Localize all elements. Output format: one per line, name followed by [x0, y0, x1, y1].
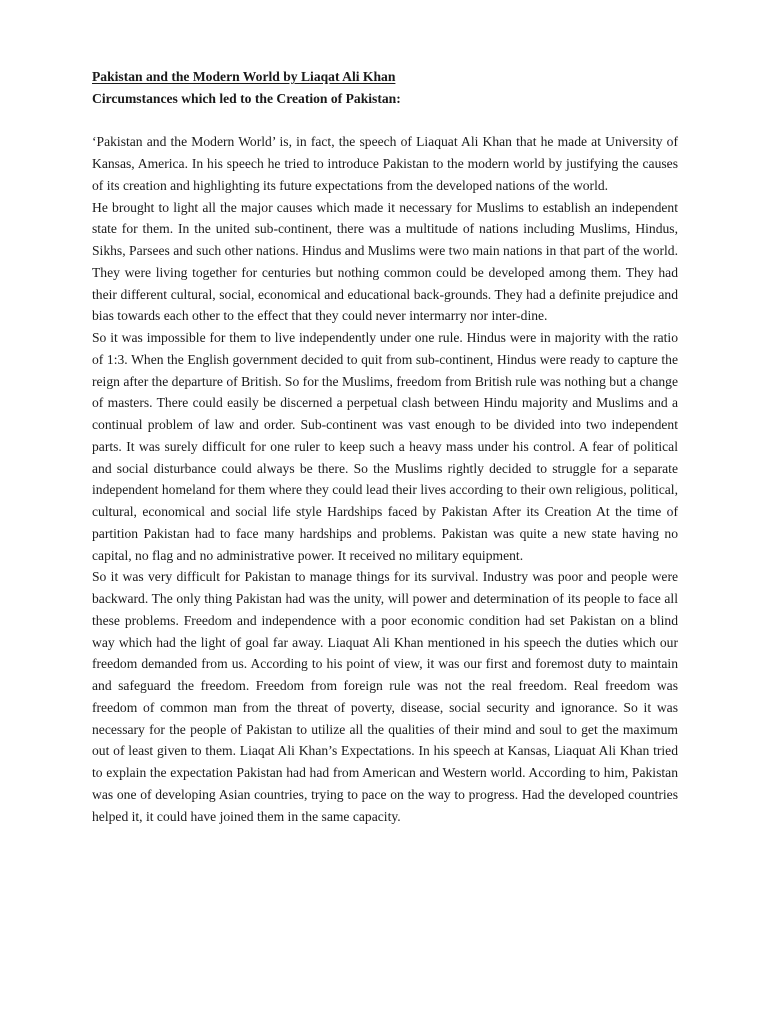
blank-line [92, 110, 678, 132]
paragraph-survival: So it was very difficult for Pakistan to manage things for its survival. Industry was poor and people were backward. The only thing Pakistan had was the unity, will power and determination of its people to face all these problems. Freedom and independence with a poor economic condition had set Pakistan on a blind way which had the light of goal far away. Liaquat Ali Khan mentioned in his speech the duties which our freedom demanded from us. According to his point of view, it was our first and foremost duty to maintain and safeguard the freedom. Freedom from foreign rule was not the real freedom. Real freedom was freedom of common man from the threat of poverty, disease, social security and ignorance. So it was necessary for the people of Pakistan to utilize all the qualities of their mind and soul to get the maximum out of least given to them. Liaqat Ali Khan’s Expectations. In his speech at Kansas, Liaquat Ali Khan tried to explain the expectation Pakistan had had from American and Western world. According to him, Pakistan was one of developing Asian countries, trying to pace on the way to progress. Had the developed countries helped it, it could have joined them in the same capacity. [92, 569, 678, 824]
document-subtitle: Circumstances which led to the Creation of Pakistan: [92, 90, 401, 106]
document-body [92, 66, 678, 827]
paragraph-partition: So it was impossible for them to live independently under one rule. Hindus were in majority with the ratio of 1:3. When the English government decided to quit from sub-continent, Hindus were ready to capture the reign after the departure of British. So for the Muslims, freedom from British rule was nothing but a change of masters. There could easily be discerned a perpetual clash between Hindu majority and Muslims and a continual problem of law and order. Sub-continent was vast enough to be divided into two independent parts. It was surely difficult for one ruler to keep such a heavy mass under his control. A fear of political and social disturbance could always be there. So the Muslims rightly decided to struggle for a separate independent homeland for them where they could lead their lives according to their own religious, political, cultural, economical and social life style Hardships faced by Pakistan After its Creation At the time of partition Pakistan had to face many hardships and problems. Pakistan was quite a new state having no capital, no flag and no administrative power. It received no military equipment. [92, 330, 678, 563]
paragraph-intro: ‘Pakistan and the Modern World’ is, in fact, the speech of Liaquat Ali Khan that he made at University of Kansas, America. In his speech he tried to introduce Pakistan to the modern world by justifying the causes of its creation and highlighting its future expectations from the developed nations of the world. [92, 134, 678, 193]
paragraph-causes: He brought to light all the major causes which made it necessary for Muslims to establish an independent state for them. In the united sub-continent, there was a multitude of nations including Muslims, Hindus, Sikhs, Parsees and such other nations. Hindus and Muslims were two main nations in that part of the world. They were living together for centuries but nothing common could be developed among them. They had their different cultural, social, economical and educational back-grounds. They had a definite prejudice and bias towards each other to the effect that they could never intermarry nor inter-dine. [92, 199, 678, 324]
document-title: Pakistan and the Modern World by Liaqat Ali Khan [92, 69, 396, 84]
